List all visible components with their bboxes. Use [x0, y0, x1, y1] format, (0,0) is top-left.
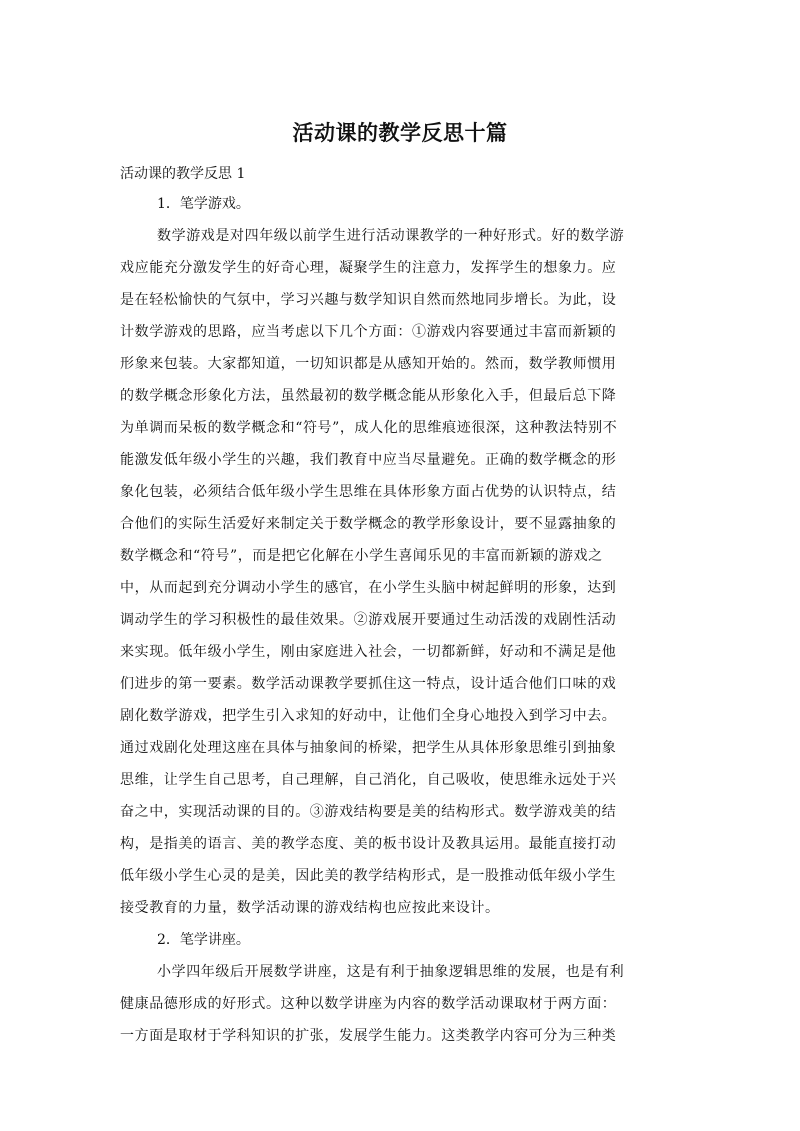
paragraph-line: 思维，让学生自己思考，自己理解，自己消化，自己吸收，使思维永远处于兴 — [120, 772, 617, 788]
paragraph-line: 一方面是取材于学科知识的扩张，发展学生能力。这类教学内容可分为三种类 — [120, 1028, 617, 1044]
paragraph-line: 是在轻松愉快的气氛中，学习兴趣与数学知识自然而然地同步增长。为此，设 — [120, 292, 617, 308]
paragraph-line: 构，是指美的语言、美的教学态度、美的板书设计及教具运用。最能直接打动 — [120, 836, 617, 852]
section-title: 活动课的教学反思 1 — [120, 166, 246, 182]
paragraph-line: 能激发低年级小学生的兴趣，我们教育中应当尽量避免。正确的数学概念的形 — [120, 452, 617, 468]
heading-lectures: 2．笔学讲座。 — [157, 932, 250, 948]
paragraph-line: 健康品德形成的好形式。这种以数学讲座为内容的数学活动课取材于两方面： — [120, 996, 617, 1012]
paragraph-line: 的数学概念形象化方法，虽然最初的数学概念能从形象化入手，但最后总下降 — [120, 388, 617, 404]
document-title: 活动课的教学反思十篇 — [292, 121, 508, 145]
heading-games: 1．笔学游戏。 — [157, 196, 250, 212]
paragraph-line: 数学概念和“符号”，而是把它化解在小学生喜闻乐见的丰富而新颖的游戏之 — [120, 548, 603, 564]
paragraph-line: 们进步的第一要素。数学活动课教学要抓住这一特点，设计适合他们口味的戏 — [120, 676, 617, 692]
paragraph-line: 计数学游戏的思路，应当考虑以下几个方面：①游戏内容要通过丰富而新颖的 — [120, 324, 617, 340]
document-body — [120, 160, 686, 1052]
paragraph-line: 奋之中，实现活动课的目的。③游戏结构要是美的结构形式。数学游戏美的结 — [120, 804, 617, 820]
paragraph-line: 戏应能充分激发学生的好奇心理，凝聚学生的注意力，发挥学生的想象力。应 — [120, 260, 617, 276]
paragraph-line: 小学四年级后开展数学讲座，这是有利于抽象逻辑思维的发展，也是有利 — [157, 964, 625, 980]
paragraph-line: 接受教育的力量，数学活动课的游戏结构也应按此来设计。 — [120, 900, 500, 916]
paragraph-line: 为单调而呆板的数学概念和“符号”，成人化的思维痕迹很深，这种教法特别不 — [120, 420, 618, 436]
paragraph-line: 通过戏剧化处理这座在具体与抽象间的桥梁，把学生从具体形象思维引到抽象 — [120, 740, 617, 756]
paragraph-line: 象化包装，必须结合低年级小学生思维在具体形象方面占优势的认识特点，结 — [120, 484, 617, 500]
paragraph-line: 来实现。低年级小学生，刚由家庭进入社会，一切都新鲜，好动和不满足是他 — [120, 644, 617, 660]
paragraph-line: 中，从而起到充分调动小学生的感官，在小学生头脑中树起鲜明的形象，达到 — [120, 580, 617, 596]
paragraph-line: 形象来包装。大家都知道，一切知识都是从感知开始的。然而，数学教师惯用 — [120, 356, 617, 372]
paragraph-line: 数学游戏是对四年级以前学生进行活动课教学的一种好形式。好的数学游 — [157, 228, 625, 244]
paragraph-line: 低年级小学生心灵的是美，因此美的教学结构形式，是一股推动低年级小学生 — [120, 868, 617, 884]
paragraph-line: 剧化数学游戏，把学生引入求知的好动中，让他们全身心地投入到学习中去。 — [120, 708, 617, 724]
paragraph-lectures — [120, 956, 686, 1052]
paragraph-games — [120, 220, 686, 924]
paragraph-line: 调动学生的学习积极性的最佳效果。②游戏展开要通过生动活泼的戏剧性活动 — [120, 612, 617, 628]
paragraph-line: 合他们的实际生活爱好来制定关于数学概念的教学形象设计，要不显露抽象的 — [120, 516, 617, 532]
